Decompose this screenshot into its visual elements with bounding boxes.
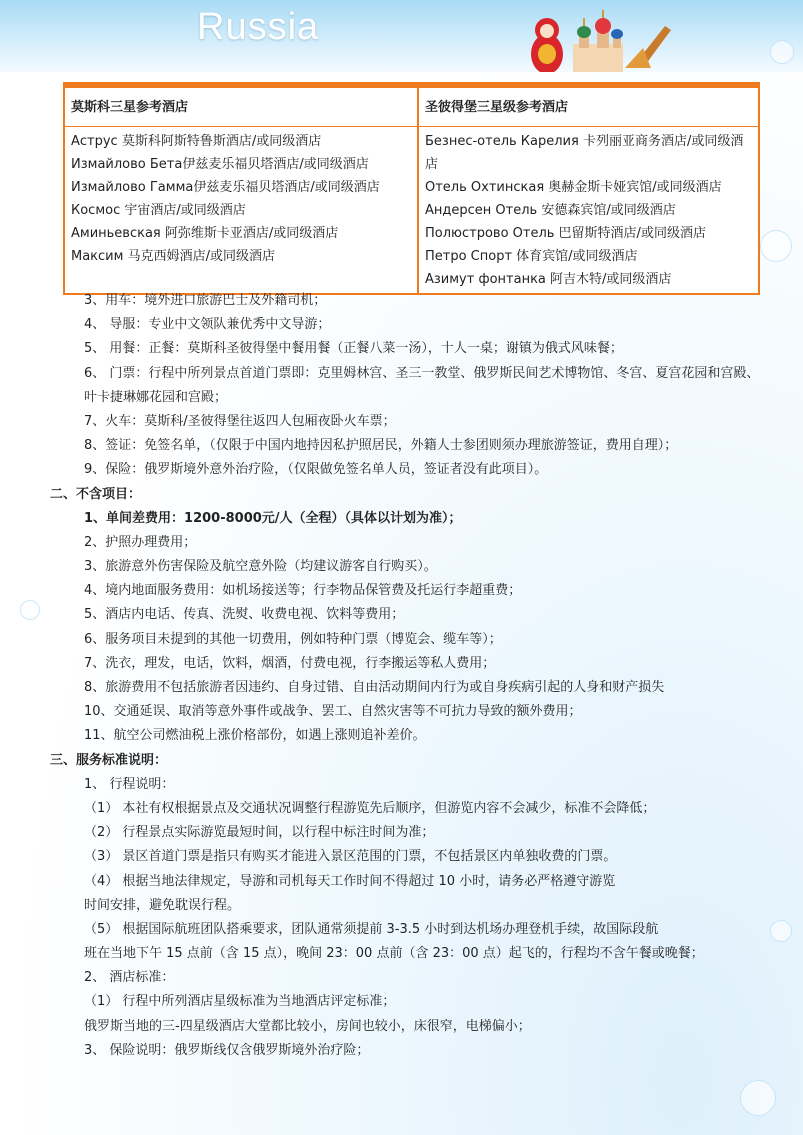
stpete-hotels-header: 圣彼得堡三星级参考酒店 — [418, 85, 759, 127]
service-item: （4） 根据当地法律规定，导游和司机每天工作时间不得超过 10 小时，请务必严格遵守游览 — [84, 873, 616, 889]
excluded-item: 4、境内地面服务费用：如机场接送等；行李物品保管费及托运行李超重费； — [84, 583, 522, 599]
list-item: Космос 宇宙酒店/或同级酒店 — [71, 203, 246, 218]
service-item: 俄罗斯当地的三-四星级酒店大堂都比较小，房间也较小，床很窄，电梯偏小； — [84, 1018, 531, 1034]
included-item: 8、签证：免签名单，（仅限于中国内地持因私护照居民，外籍人士参团则须办理旅游签证，费用自理）； — [84, 438, 678, 454]
service-item: 2、 酒店标准： — [84, 970, 175, 986]
list-item: Андерсен Отель 安德森宾馆/或同级酒店 — [425, 203, 676, 218]
table-header-row — [64, 85, 759, 127]
excluded-item: 2、护照办理费用； — [84, 534, 197, 550]
list-item: Измайлово Бета伊兹麦乐福贝塔酒店/或同级酒店 — [71, 157, 369, 172]
stpete-hotels-cell — [418, 127, 759, 295]
section-heading-excluded: 二、不含项目： — [50, 486, 142, 502]
service-item: （3） 景区首道门票是指只有购买才能进入景区范围的门票，不包括景区内单独收费的门票。 — [84, 849, 617, 865]
service-item: （5） 根据国际航班团队搭乘要求，团队通常须提前 3-3.5 小时到达机场办理登机手续，故国际段航 — [84, 921, 659, 937]
service-item: （2） 行程景点实际游览最短时间，以行程中标注时间为准； — [84, 825, 435, 841]
list-item: Азимут фонтанка 阿吉木特/或同级酒店 — [425, 272, 672, 287]
included-item: 3、用车：境外进口旅游巴士及外籍司机； — [84, 293, 327, 308]
list-item: Измайлово Гамма伊兹麦乐福贝塔酒店/或同级酒店 — [71, 180, 380, 195]
excluded-item: 6、服务项目未提到的其他一切费用，例如特种门票（博览会、缆车等）； — [84, 631, 502, 647]
service-item: （1） 本社有权根据景点及交通状况调整行程游览先后顺序，但游览内容不会减少，标准不会降低； — [84, 800, 656, 816]
service-item: 3、 保险说明：俄罗斯线仅含俄罗斯境外治疗险； — [84, 1042, 370, 1058]
excluded-item: 11、航空公司燃油税上涨价格部份，如遇上涨则追补差价。 — [84, 728, 426, 744]
header-banner — [0, 0, 803, 72]
itinerary-terms — [50, 289, 760, 1063]
list-item: Полюстрово Отель 巴留斯特酒店/或同级酒店 — [425, 226, 706, 241]
service-item: （1） 行程中所列酒店星级标准为当地酒店评定标准； — [84, 994, 396, 1010]
decorative-bubble — [740, 1080, 776, 1116]
included-item: 5、 用餐：正餐：莫斯科圣彼得堡中餐用餐（正餐八菜一汤），十人一桌；谢镇为俄式风味餐； — [84, 341, 623, 357]
list-item: Отель Охтинская 奥赫金斯卡娅宾馆/或同级酒店 — [425, 180, 722, 195]
russia-landmarks-illustration — [525, 4, 685, 72]
excluded-item: 5、酒店内电话、传真、洗熨、收费电视、饮料等费用； — [84, 607, 405, 623]
decorative-bubble — [770, 40, 794, 64]
list-item: Петро Спорт 体育宾馆/或同级酒店 — [425, 249, 638, 264]
service-item: 时间安排，避免耽误行程。 — [84, 897, 241, 913]
excluded-item: 1、单间差费用：1200-8000元/人（全程）（具体以计划为准）； — [84, 510, 462, 526]
list-item: Безнес-отель Карелия 卡列丽亚商务酒店/或同级酒店 — [425, 134, 744, 172]
moscow-hotels-cell — [64, 127, 418, 295]
excluded-item: 8、旅游费用不包括旅游者因违约、自身过错、自由活动期间内行为或自身疾病引起的人身和财产损失 — [84, 680, 665, 696]
included-item: 9、保险：俄罗斯境外意外治疗险，（仅限做免签名单人员，签证者没有此项目）。 — [84, 462, 548, 478]
excluded-item: 3、旅游意外伤害保险及航空意外险（均建议游客自行购买）。 — [84, 559, 437, 575]
list-item: Аструс 莫斯科阿斯特鲁斯酒店/或同级酒店 — [71, 134, 322, 149]
included-item: 4、 导服：专业中文领队兼优秀中文导游； — [84, 317, 331, 333]
decorative-bubble — [20, 600, 40, 620]
page-title: Russia — [197, 6, 320, 48]
excluded-item: 7、洗衣，理发，电话，饮料，烟酒，付费电视，行李搬运等私人费用； — [84, 655, 496, 671]
excluded-item: 10、交通延误、取消等意外事件或战争、罢工、自然灾害等不可抗力导致的额外费用； — [84, 704, 582, 720]
list-item: Аминьевская 阿弥维斯卡亚酒店/或同级酒店 — [71, 226, 339, 241]
service-item: 班在当地下午 15 点前（含 15 点），晚间 23：00 点前（含 23：00 点）起飞的，行程均不含午餐或晚餐； — [84, 946, 704, 962]
decorative-bubble — [770, 920, 792, 942]
moscow-hotels-header: 莫斯科三星参考酒店 — [64, 85, 418, 127]
list-item: Максим 马克西姆酒店/或同级酒店 — [71, 249, 275, 264]
included-item: 7、火车：莫斯科/圣彼得堡往返四人包厢夜卧火车票； — [84, 413, 396, 429]
included-item: 6、 门票：行程中所列景点首道门票即：克里姆林宫、圣三一教堂、俄罗斯民间艺术博物馆、冬宫、夏宫花园和宫殿、叶卡捷琳娜花园和宫殿； — [84, 365, 760, 405]
service-item: 1、 行程说明： — [84, 776, 175, 792]
section-heading-service: 三、服务标准说明： — [50, 752, 168, 768]
table-row — [64, 127, 759, 295]
hotel-reference-table — [63, 82, 760, 295]
decorative-bubble — [760, 230, 792, 262]
